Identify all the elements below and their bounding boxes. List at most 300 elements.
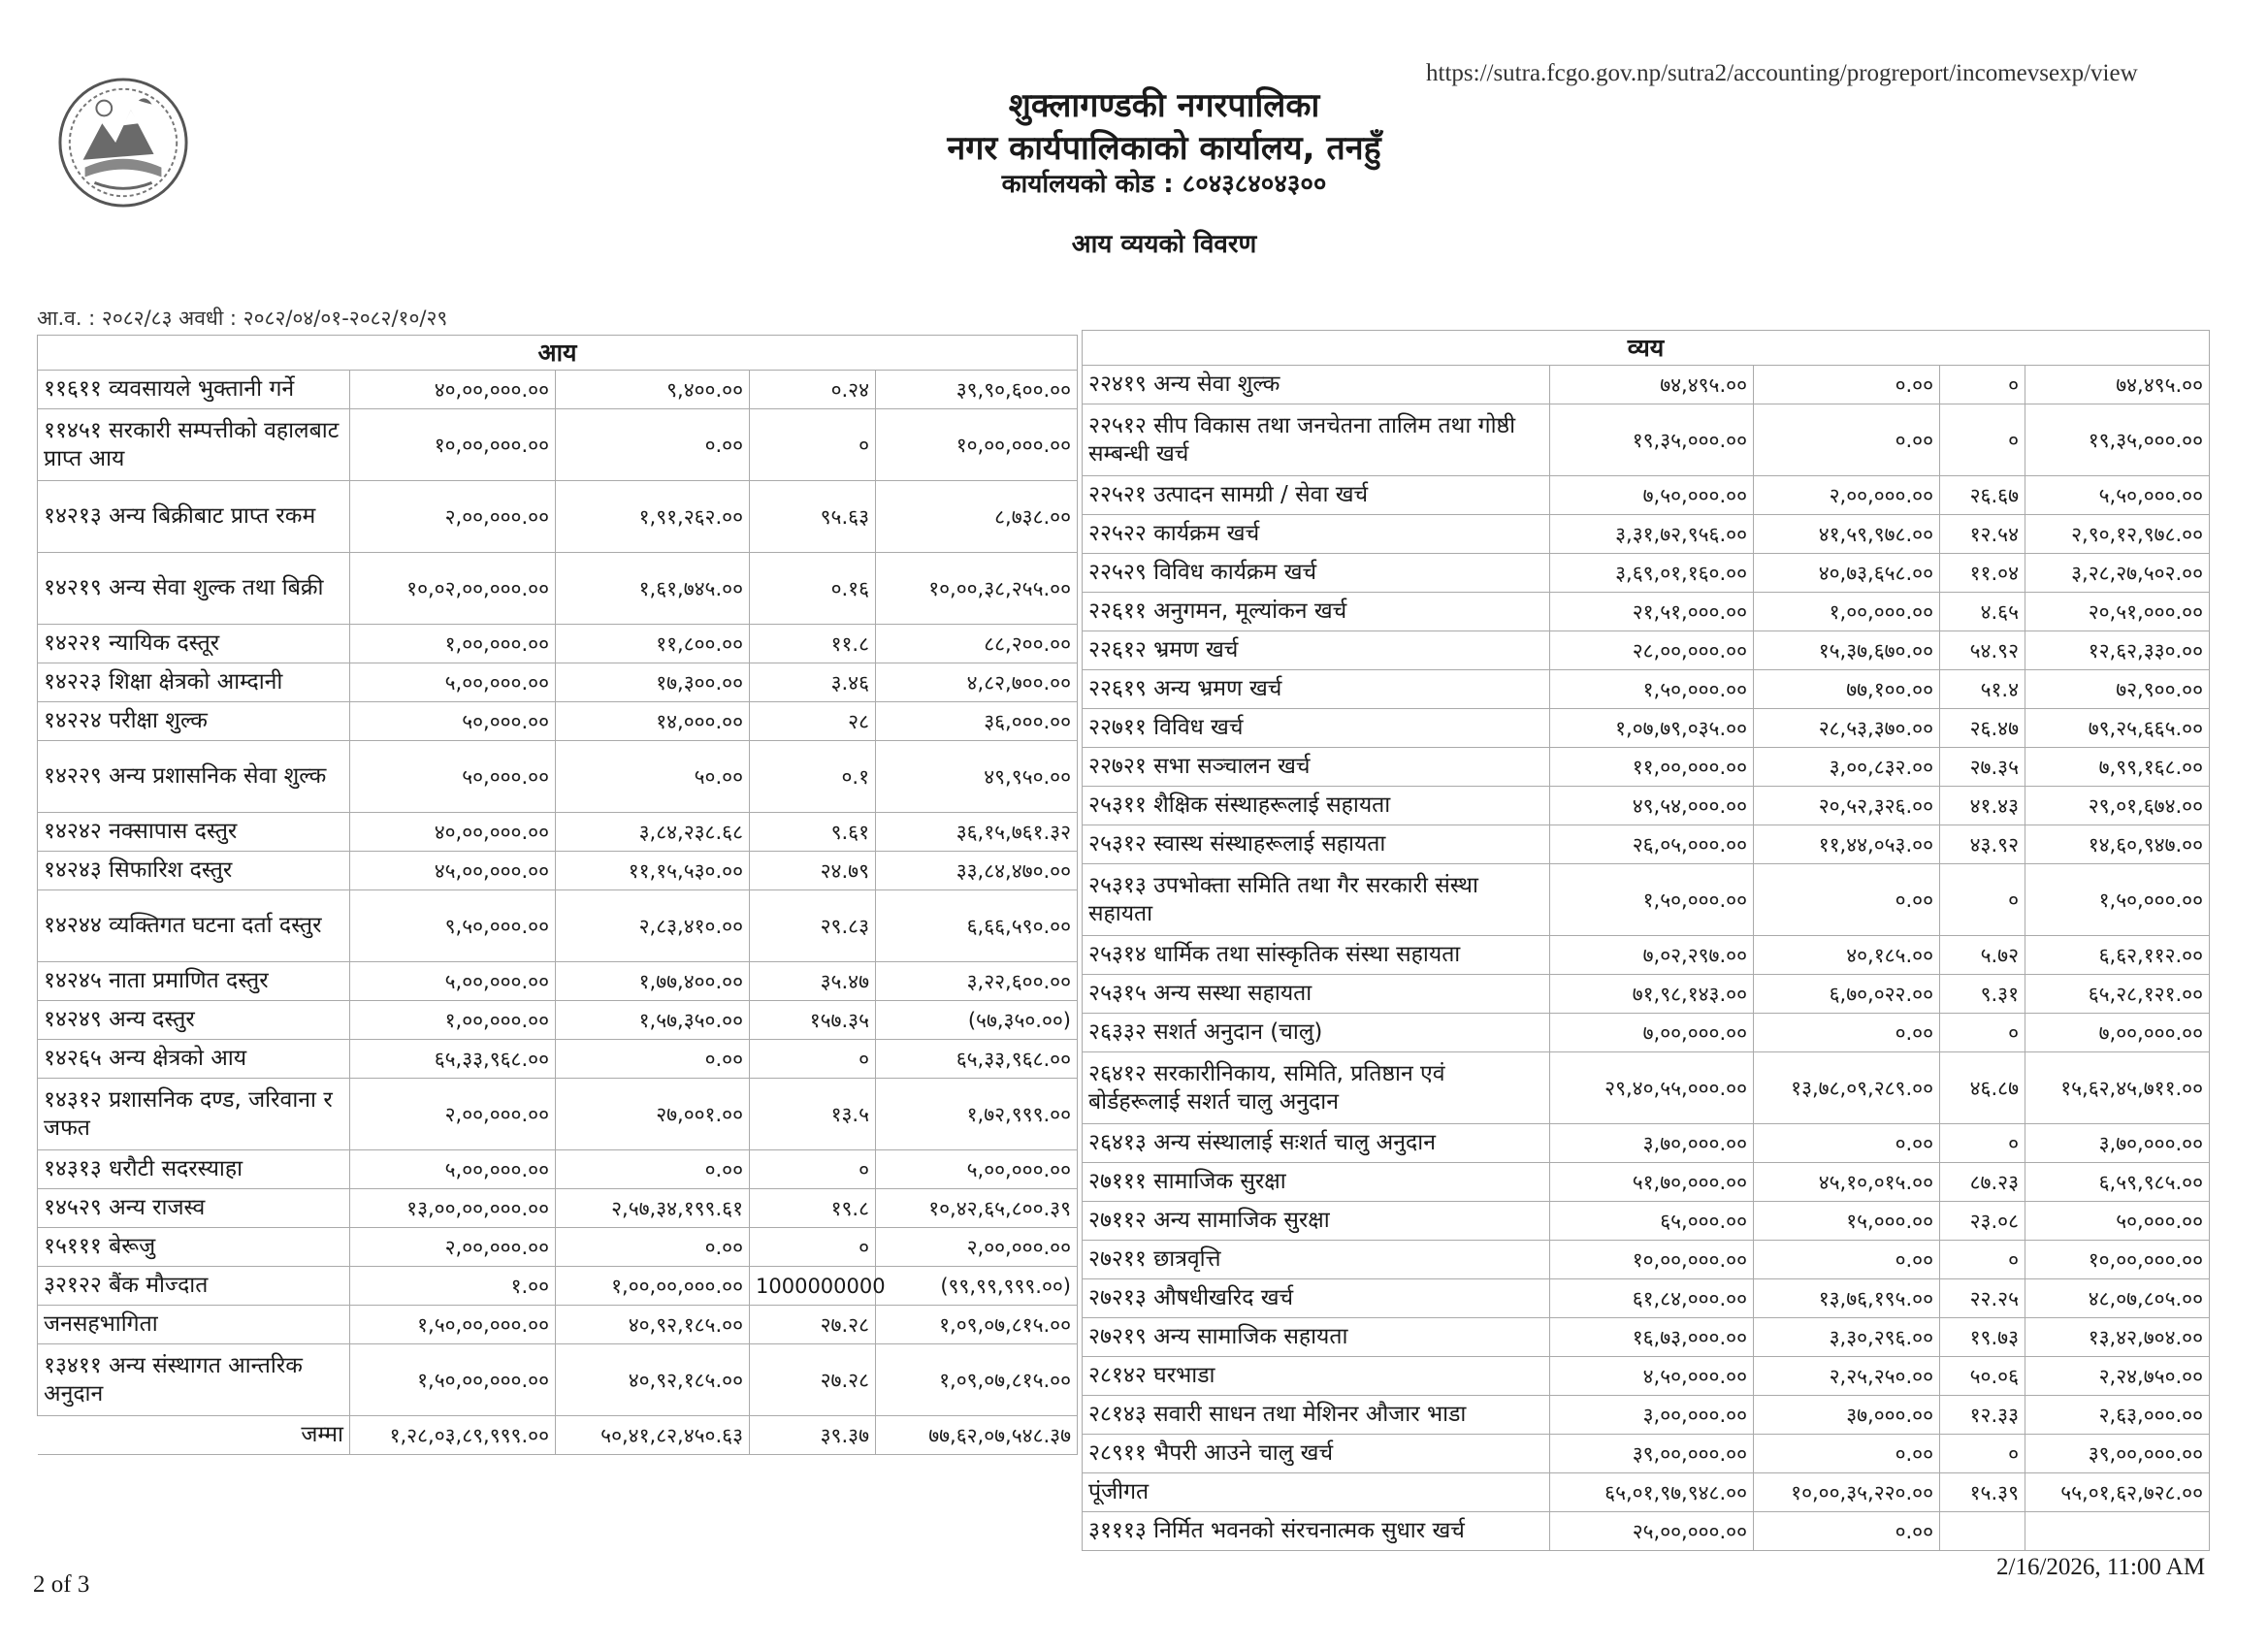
- income-account-name: १४२४२ नक्सापास दस्तुर: [38, 813, 350, 852]
- government-emblem-logo: [56, 76, 190, 210]
- income-account-name: जनसहभागिता: [38, 1306, 350, 1344]
- expense-balance-amount: ६,६२,११२.००: [2025, 936, 2210, 975]
- expense-row: [1083, 975, 2210, 1014]
- income-balance-amount: १,०९,०७,८१५.००: [876, 1344, 1078, 1416]
- expense-row: [1083, 1279, 2210, 1318]
- income-actual-amount: २७,००१.००: [556, 1079, 750, 1150]
- income-balance-amount: (५७,३५०.००): [876, 1001, 1078, 1040]
- income-actual-amount: १,९१,२६२.००: [556, 481, 750, 553]
- expense-balance-amount: ६५,२८,१२१.००: [2025, 975, 2210, 1014]
- expense-account-name: २८१४२ घरभाडा: [1083, 1357, 1550, 1396]
- total-label: जम्मा: [38, 1416, 350, 1455]
- expense-account-name: २२५२१ उत्पादन सामग्री / सेवा खर्च: [1083, 476, 1550, 515]
- expense-account-name: २२५२९ विविध कार्यक्रम खर्च: [1083, 554, 1550, 593]
- expense-budget-amount: ६१,८४,०००.००: [1550, 1279, 1754, 1318]
- expense-balance-amount: २०,५१,०००.००: [2025, 593, 2210, 631]
- expense-budget-amount: ७४,४९५.००: [1550, 366, 1754, 404]
- expense-actual-amount: ६,७०,०२२.००: [1754, 975, 1940, 1014]
- expense-actual-amount: ३,००,८३२.००: [1754, 748, 1940, 787]
- expense-account-name: २२५२२ कार्यक्रम खर्च: [1083, 515, 1550, 554]
- expense-row: [1083, 1512, 2210, 1551]
- income-account-name: १४२६५ अन्य क्षेत्रको आय: [38, 1040, 350, 1079]
- income-percent: ९५.६३: [750, 481, 876, 553]
- expense-actual-amount: ११,४४,०५३.००: [1754, 825, 1940, 864]
- expense-row: [1083, 1052, 2210, 1124]
- expense-budget-amount: ३,३१,७२,९५६.००: [1550, 515, 1754, 554]
- expense-percent: ०: [1940, 366, 2025, 404]
- income-balance-amount: ६५,३३,९६८.००: [876, 1040, 1078, 1079]
- expense-balance-amount: ४८,०७,८०५.००: [2025, 1279, 2210, 1318]
- expense-account-name: २२६१९ अन्य भ्रमण खर्च: [1083, 670, 1550, 709]
- total-balance: ७७,६२,०७,५४८.३७: [876, 1416, 1078, 1455]
- income-balance-amount: ३६,०००.००: [876, 702, 1078, 741]
- income-balance-amount: ४९,९५०.००: [876, 741, 1078, 813]
- expense-row: [1083, 515, 2210, 554]
- expense-row: [1083, 709, 2210, 748]
- expense-budget-amount: ६५,०००.००: [1550, 1202, 1754, 1241]
- income-row: [38, 1001, 1078, 1040]
- income-account-name: ३२१२२ बैंक मौज्दात: [38, 1267, 350, 1306]
- income-row: [38, 1150, 1078, 1189]
- income-percent: १५७.३५: [750, 1001, 876, 1040]
- expense-balance-amount: २९,०१,६७४.००: [2025, 787, 2210, 825]
- income-account-name: १४२१९ अन्य सेवा शुल्क तथा बिक्री: [38, 553, 350, 625]
- expense-account-name: २७२१९ अन्य सामाजिक सहायता: [1083, 1318, 1550, 1357]
- income-balance-amount: ८,७३८.००: [876, 481, 1078, 553]
- income-budget-amount: १.००: [350, 1267, 556, 1306]
- expense-balance-amount: ३९,००,०००.००: [2025, 1435, 2210, 1473]
- income-actual-amount: ११,८००.००: [556, 625, 750, 663]
- income-table: [37, 335, 1078, 1455]
- expense-actual-amount: २,००,०००.००: [1754, 476, 1940, 515]
- expense-row: [1083, 554, 2210, 593]
- expense-account-name: २७११२ अन्य सामाजिक सुरक्षा: [1083, 1202, 1550, 1241]
- expense-row: [1083, 476, 2210, 515]
- expense-balance-amount: ७९,२५,६६५.००: [2025, 709, 2210, 748]
- expense-row: [1083, 1202, 2210, 1241]
- expense-balance-amount: ५५,०१,६२,७२८.००: [2025, 1473, 2210, 1512]
- expense-row: [1083, 366, 2210, 404]
- income-actual-amount: १,००,००,०००.००: [556, 1267, 750, 1306]
- expense-budget-amount: ७१,९८,१४३.००: [1550, 975, 1754, 1014]
- expense-budget-amount: ३,६९,०१,१६०.००: [1550, 554, 1754, 593]
- income-actual-amount: ०.००: [556, 1040, 750, 1079]
- expense-percent: २६.४७: [1940, 709, 2025, 748]
- income-budget-amount: ४०,००,०००.००: [350, 813, 556, 852]
- expense-row: [1083, 1473, 2210, 1512]
- expense-budget-amount: १०,००,०००.००: [1550, 1241, 1754, 1279]
- expense-actual-amount: ४५,१०,०१५.००: [1754, 1163, 1940, 1202]
- income-percent: ३.४६: [750, 663, 876, 702]
- income-balance-amount: २,००,०००.००: [876, 1228, 1078, 1267]
- expense-actual-amount: ०.००: [1754, 864, 1940, 936]
- income-percent: ०.२४: [750, 371, 876, 409]
- expense-actual-amount: १५,०००.००: [1754, 1202, 1940, 1241]
- expense-percent: ४.६५: [1940, 593, 2025, 631]
- expense-actual-amount: ०.००: [1754, 1435, 1940, 1473]
- income-row: [38, 813, 1078, 852]
- expense-account-name: २६३३२ सशर्त अनुदान (चालु): [1083, 1014, 1550, 1052]
- expense-actual-amount: २०,५२,३२६.००: [1754, 787, 1940, 825]
- income-budget-amount: ९,५०,०००.००: [350, 890, 556, 962]
- income-balance-amount: ६,६६,५९०.००: [876, 890, 1078, 962]
- expense-actual-amount: १०,००,३५,२२०.००: [1754, 1473, 1940, 1512]
- expense-budget-amount: १,५०,०००.००: [1550, 670, 1754, 709]
- expense-actual-amount: १३,७६,१९५.००: [1754, 1279, 1940, 1318]
- income-balance-amount: ४,८२,७००.००: [876, 663, 1078, 702]
- income-percent: ०: [750, 1228, 876, 1267]
- expense-row: [1083, 825, 2210, 864]
- income-row: [38, 1344, 1078, 1416]
- expense-actual-amount: ०.००: [1754, 1014, 1940, 1052]
- expense-account-name: २५३१५ अन्य सस्था सहायता: [1083, 975, 1550, 1014]
- income-balance-amount: ३,२२,६००.००: [876, 962, 1078, 1001]
- expense-percent: ०: [1940, 864, 2025, 936]
- expense-balance-amount: [2025, 1512, 2210, 1551]
- income-balance-amount: १०,००,३८,२५५.००: [876, 553, 1078, 625]
- income-actual-amount: २,८३,४१०.००: [556, 890, 750, 962]
- expense-actual-amount: ०.००: [1754, 1241, 1940, 1279]
- income-account-name: १४२४४ व्यक्तिगत घटना दर्ता दस्तुर: [38, 890, 350, 962]
- expense-account-name: २५३१४ धार्मिक तथा सांस्कृतिक संस्था सहायता: [1083, 936, 1550, 975]
- expense-account-name: २५३१२ स्वास्थ संस्थाहरूलाई सहायता: [1083, 825, 1550, 864]
- expense-actual-amount: ०.००: [1754, 1124, 1940, 1163]
- income-budget-amount: ६५,३३,९६८.००: [350, 1040, 556, 1079]
- expense-actual-amount: ४१,५९,९७८.००: [1754, 515, 1940, 554]
- expense-percent: ०: [1940, 1014, 2025, 1052]
- expense-percent: ८७.२३: [1940, 1163, 2025, 1202]
- expense-budget-amount: ७,००,०००.००: [1550, 1014, 1754, 1052]
- expense-balance-amount: ६,५९,९८५.००: [2025, 1163, 2210, 1202]
- income-budget-amount: १,००,०००.००: [350, 625, 556, 663]
- expense-percent: ११.०४: [1940, 554, 2025, 593]
- income-actual-amount: ४०,९२,१८५.००: [556, 1344, 750, 1416]
- income-percent: ०: [750, 409, 876, 481]
- income-total-row: [38, 1416, 1078, 1455]
- income-budget-amount: २,००,०००.००: [350, 481, 556, 553]
- expense-budget-amount: ६५,०१,९७,९४८.००: [1550, 1473, 1754, 1512]
- expense-budget-amount: ३,७०,०००.००: [1550, 1124, 1754, 1163]
- income-actual-amount: १७,३००.००: [556, 663, 750, 702]
- expense-balance-amount: १९,३५,०००.००: [2025, 404, 2210, 476]
- expense-row: [1083, 1014, 2210, 1052]
- expense-actual-amount: ४०,७३,६५८.००: [1754, 554, 1940, 593]
- expense-account-name: २२७२१ सभा सञ्चालन खर्च: [1083, 748, 1550, 787]
- expense-row: [1083, 631, 2210, 670]
- income-budget-amount: १,५०,००,०००.००: [350, 1306, 556, 1344]
- total-percent: ३९.३७: [750, 1416, 876, 1455]
- expense-row: [1083, 1435, 2210, 1473]
- income-balance-amount: १०,००,०००.००: [876, 409, 1078, 481]
- income-heading: आय: [38, 336, 1078, 371]
- total-budget: १,२८,०३,८९,९९९.००: [350, 1416, 556, 1455]
- income-percent: ०: [750, 1150, 876, 1189]
- income-actual-amount: ४०,९२,१८५.००: [556, 1306, 750, 1344]
- income-row: [38, 1040, 1078, 1079]
- expense-budget-amount: २१,५१,०००.००: [1550, 593, 1754, 631]
- income-balance-amount: ३९,९०,६००.००: [876, 371, 1078, 409]
- expense-balance-amount: १४,६०,९४७.००: [2025, 825, 2210, 864]
- income-account-name: १४२४५ नाता प्रमाणित दस्तुर: [38, 962, 350, 1001]
- income-row: [38, 741, 1078, 813]
- expense-balance-amount: २,२४,७५०.००: [2025, 1357, 2210, 1396]
- income-budget-amount: २,००,०००.००: [350, 1079, 556, 1150]
- income-account-name: १४२२३ शिक्षा क्षेत्रको आम्दानी: [38, 663, 350, 702]
- income-row: [38, 663, 1078, 702]
- expense-budget-amount: ७,५०,०००.००: [1550, 476, 1754, 515]
- expense-budget-amount: १,५०,०००.००: [1550, 864, 1754, 936]
- income-actual-amount: ०.००: [556, 1150, 750, 1189]
- expense-balance-amount: ७,००,०००.००: [2025, 1014, 2210, 1052]
- income-budget-amount: १,००,०००.००: [350, 1001, 556, 1040]
- expense-account-name: २२४१९ अन्य सेवा शुल्क: [1083, 366, 1550, 404]
- expense-account-name: २२६११ अनुगमन, मूल्यांकन खर्च: [1083, 593, 1550, 631]
- income-budget-amount: १३,००,००,०००.००: [350, 1189, 556, 1228]
- expense-percent: ५१.४: [1940, 670, 2025, 709]
- income-percent: २८: [750, 702, 876, 741]
- income-budget-amount: ५,००,०००.००: [350, 663, 556, 702]
- expense-balance-amount: ३,७०,०००.००: [2025, 1124, 2210, 1163]
- income-balance-amount: ८८,२००.००: [876, 625, 1078, 663]
- income-balance-amount: १,७२,९९९.००: [876, 1079, 1078, 1150]
- expense-account-name: २६४१२ सरकारीनिकाय, समिति, प्रतिष्ठान एवं बोर्डहरूलाई सशर्त चालु अनुदान: [1083, 1052, 1550, 1124]
- income-percent: ३५.४७: [750, 962, 876, 1001]
- expense-balance-amount: १,५०,०००.००: [2025, 864, 2210, 936]
- expense-budget-amount: २६,०५,०००.००: [1550, 825, 1754, 864]
- expense-percent: ४३.९२: [1940, 825, 2025, 864]
- expense-actual-amount: ०.००: [1754, 1512, 1940, 1551]
- expense-row: [1083, 787, 2210, 825]
- expense-account-name: २२७११ विविध खर्च: [1083, 709, 1550, 748]
- expense-balance-amount: ७४,४९५.००: [2025, 366, 2210, 404]
- income-budget-amount: ४५,००,०००.००: [350, 852, 556, 890]
- expense-budget-amount: २९,४०,५५,०००.००: [1550, 1052, 1754, 1124]
- expense-row: [1083, 404, 2210, 476]
- income-budget-amount: ५०,०००.००: [350, 702, 556, 741]
- income-row: [38, 1306, 1078, 1344]
- expense-percent: १५.३९: [1940, 1473, 2025, 1512]
- expense-budget-amount: २५,००,०००.००: [1550, 1512, 1754, 1551]
- expense-account-name: २६४१३ अन्य संस्थालाई सःशर्त चालु अनुदान: [1083, 1124, 1550, 1163]
- income-account-name: १४२४३ सिफारिश दस्तुर: [38, 852, 350, 890]
- income-row: [38, 553, 1078, 625]
- expense-percent: ९.३१: [1940, 975, 2025, 1014]
- income-row: [38, 962, 1078, 1001]
- expense-percent: ०: [1940, 1124, 2025, 1163]
- income-budget-amount: ५०,०००.००: [350, 741, 556, 813]
- expense-row: [1083, 1357, 2210, 1396]
- expense-percent: ०: [1940, 1241, 2025, 1279]
- expense-percent: २६.६७: [1940, 476, 2025, 515]
- income-actual-amount: १,७७,४००.००: [556, 962, 750, 1001]
- expense-budget-amount: ३९,००,०००.००: [1550, 1435, 1754, 1473]
- income-row: [38, 481, 1078, 553]
- income-balance-amount: ३६,१५,७६१.३२: [876, 813, 1078, 852]
- income-actual-amount: १,५७,३५०.००: [556, 1001, 750, 1040]
- expense-balance-amount: ३,२८,२७,५०२.००: [2025, 554, 2210, 593]
- expense-account-name: २७२११ छात्रवृत्ति: [1083, 1241, 1550, 1279]
- expense-row: [1083, 1124, 2210, 1163]
- income-row: [38, 702, 1078, 741]
- income-actual-amount: ०.००: [556, 409, 750, 481]
- income-balance-amount: १०,४२,६५,८००.३९: [876, 1189, 1078, 1228]
- income-actual-amount: ११,१५,५३०.००: [556, 852, 750, 890]
- expense-actual-amount: १३,७८,०९,२८९.००: [1754, 1052, 1940, 1124]
- income-account-name: १४२२९ अन्य प्रशासनिक सेवा शुल्क: [38, 741, 350, 813]
- expense-budget-amount: २८,००,०००.००: [1550, 631, 1754, 670]
- expense-balance-amount: १५,६२,४५,७११.००: [2025, 1052, 2210, 1124]
- expense-balance-amount: २,९०,१२,९७८.००: [2025, 515, 2210, 554]
- income-actual-amount: ३,८४,२३८.६८: [556, 813, 750, 852]
- expense-account-name: २५३१३ उपभोक्ता समिति तथा गैर सरकारी संस्था सहायता: [1083, 864, 1550, 936]
- income-account-name: १४३१३ धरौटी सदरस्याहा: [38, 1150, 350, 1189]
- expense-account-name: २८९११ भैपरी आउने चालु खर्च: [1083, 1435, 1550, 1473]
- income-account-name: ११४५१ सरकारी सम्पत्तीको वहालबाट प्राप्त आय: [38, 409, 350, 481]
- expense-percent: ५०.०६: [1940, 1357, 2025, 1396]
- expense-account-name: ३१११३ निर्मित भवनको संरचनात्मक सुधार खर्च: [1083, 1512, 1550, 1551]
- income-actual-amount: ०.००: [556, 1228, 750, 1267]
- income-account-name: १४२४९ अन्य दस्तुर: [38, 1001, 350, 1040]
- expense-budget-amount: १६,७३,०००.००: [1550, 1318, 1754, 1357]
- expense-actual-amount: ०.००: [1754, 366, 1940, 404]
- income-budget-amount: ५,००,०००.००: [350, 962, 556, 1001]
- expense-budget-amount: १९,३५,०००.००: [1550, 404, 1754, 476]
- income-row: [38, 409, 1078, 481]
- income-row: [38, 1079, 1078, 1150]
- income-row: [38, 1267, 1078, 1306]
- expense-budget-amount: ३,००,०००.००: [1550, 1396, 1754, 1435]
- expense-percent: १९.७३: [1940, 1318, 2025, 1357]
- income-row: [38, 625, 1078, 663]
- income-account-name: १४२१३ अन्य बिक्रीबाट प्राप्त रकम: [38, 481, 350, 553]
- fiscal-year-period: आ.व. : २०८२/८३ अवधी : २०८२/०४/०१-२०८२/१०/२९: [37, 307, 448, 330]
- expense-table: [1082, 330, 2210, 1551]
- income-percent: ०.१: [750, 741, 876, 813]
- income-row: [38, 852, 1078, 890]
- expense-balance-amount: ७२,९००.००: [2025, 670, 2210, 709]
- expense-row: [1083, 593, 2210, 631]
- expense-account-name: २२५१२ सीप विकास तथा जनचेतना तालिम तथा गोष्ठी सम्बन्धी खर्च: [1083, 404, 1550, 476]
- expense-row: [1083, 864, 2210, 936]
- expense-balance-amount: ७,९९,१६८.००: [2025, 748, 2210, 787]
- income-percent: ०.१६: [750, 553, 876, 625]
- expense-account-name: २८१४३ सवारी साधन तथा मेशिनर औजार भाडा: [1083, 1396, 1550, 1435]
- expense-account-name: पूंजीगत: [1083, 1473, 1550, 1512]
- expense-actual-amount: २,२५,२५०.००: [1754, 1357, 1940, 1396]
- expense-balance-amount: १०,००,०००.००: [2025, 1241, 2210, 1279]
- income-percent: ११.८: [750, 625, 876, 663]
- income-balance-amount: १,०९,०७,८१५.००: [876, 1306, 1078, 1344]
- expense-account-name: २७२१३ औषधीखरिद खर्च: [1083, 1279, 1550, 1318]
- income-percent: २७.२८: [750, 1344, 876, 1416]
- expense-balance-amount: २,६३,०००.००: [2025, 1396, 2210, 1435]
- expense-balance-amount: ५,५०,०००.००: [2025, 476, 2210, 515]
- expense-percent: १२.५४: [1940, 515, 2025, 554]
- expense-account-name: २२६१२ भ्रमण खर्च: [1083, 631, 1550, 670]
- income-row: [38, 371, 1078, 409]
- income-balance-amount: (९९,९९,९९९.००): [876, 1267, 1078, 1306]
- expense-account-name: २७१११ सामाजिक सुरक्षा: [1083, 1163, 1550, 1202]
- expense-percent: ४६.८७: [1940, 1052, 2025, 1124]
- income-percent: २७.२८: [750, 1306, 876, 1344]
- income-budget-amount: ५,००,०००.००: [350, 1150, 556, 1189]
- expense-row: [1083, 748, 2210, 787]
- income-row: [38, 1228, 1078, 1267]
- income-account-name: १४२२१ न्यायिक दस्तूर: [38, 625, 350, 663]
- expense-percent: ५४.९२: [1940, 631, 2025, 670]
- income-percent: २९.८३: [750, 890, 876, 962]
- office-name: नगर कार्यपालिकाको कार्यालय, तनहुँ: [947, 129, 1381, 168]
- expense-budget-amount: ११,००,०००.००: [1550, 748, 1754, 787]
- expense-row: [1083, 1241, 2210, 1279]
- expense-budget-amount: ७,०२,२९७.००: [1550, 936, 1754, 975]
- expense-actual-amount: ०.००: [1754, 404, 1940, 476]
- expense-row: [1083, 936, 2210, 975]
- income-budget-amount: ४०,००,०००.००: [350, 371, 556, 409]
- page-url: https://sutra.fcgo.gov.np/sutra2/accounting/progreport/incomevsexp/view: [1426, 60, 2138, 86]
- expense-percent: ०: [1940, 404, 2025, 476]
- expense-row: [1083, 1163, 2210, 1202]
- expense-row: [1083, 1396, 2210, 1435]
- expense-actual-amount: २८,५३,३७०.००: [1754, 709, 1940, 748]
- income-account-name: १४५२९ अन्य राजस्व: [38, 1189, 350, 1228]
- expense-balance-amount: ५०,०००.००: [2025, 1202, 2210, 1241]
- expense-account-name: २५३११ शैक्षिक संस्थाहरूलाई सहायता: [1083, 787, 1550, 825]
- expense-budget-amount: ४,५०,०००.००: [1550, 1357, 1754, 1396]
- income-budget-amount: १०,०२,००,०००.००: [350, 553, 556, 625]
- expense-actual-amount: ४०,१८५.००: [1754, 936, 1940, 975]
- expense-budget-amount: ५१,७०,०००.००: [1550, 1163, 1754, 1202]
- expense-percent: ५.७२: [1940, 936, 2025, 975]
- expense-percent: १२.३३: [1940, 1396, 2025, 1435]
- municipality-name: शुक्लागण्डकी नगरपालिका: [1008, 86, 1320, 125]
- report-title: आय व्ययको विवरण: [1071, 230, 1257, 259]
- expense-percent: २३.०८: [1940, 1202, 2025, 1241]
- income-percent: 1000000000: [750, 1267, 876, 1306]
- income-percent: ९.६१: [750, 813, 876, 852]
- income-actual-amount: ९,४००.००: [556, 371, 750, 409]
- income-account-name: १३४११ अन्य संस्थागत आन्तरिक अनुदान: [38, 1344, 350, 1416]
- expense-row: [1083, 670, 2210, 709]
- expense-budget-amount: १,०७,७९,०३५.००: [1550, 709, 1754, 748]
- expense-balance-amount: १२,६२,३३०.००: [2025, 631, 2210, 670]
- income-account-name: १४३१२ प्रशासनिक दण्ड, जरिवाना र जफत: [38, 1079, 350, 1150]
- income-balance-amount: ३३,८४,४७०.००: [876, 852, 1078, 890]
- income-row: [38, 890, 1078, 962]
- expense-row: [1083, 1318, 2210, 1357]
- expense-actual-amount: १५,३७,६७०.००: [1754, 631, 1940, 670]
- expense-balance-amount: १३,४२,७०४.००: [2025, 1318, 2210, 1357]
- income-balance-amount: ५,००,०००.००: [876, 1150, 1078, 1189]
- expense-percent: ४१.४३: [1940, 787, 2025, 825]
- income-budget-amount: १०,००,०००.००: [350, 409, 556, 481]
- income-budget-amount: १,५०,००,०००.००: [350, 1344, 556, 1416]
- income-percent: १३.५: [750, 1079, 876, 1150]
- expense-actual-amount: ३,३०,२९६.००: [1754, 1318, 1940, 1357]
- print-datetime: 2/16/2026, 11:00 AM: [1996, 1554, 2206, 1580]
- income-percent: १९.८: [750, 1189, 876, 1228]
- expense-percent: ०: [1940, 1435, 2025, 1473]
- income-actual-amount: १४,०००.००: [556, 702, 750, 741]
- expense-heading: व्यय: [1083, 331, 2210, 366]
- income-account-name: ११६११ व्यवसायले भुक्तानी गर्ने: [38, 371, 350, 409]
- income-account-name: १५१११ बेरूजु: [38, 1228, 350, 1267]
- income-percent: २४.७९: [750, 852, 876, 890]
- income-percent: ०: [750, 1040, 876, 1079]
- total-actual: ५०,४१,८२,४५०.६३: [556, 1416, 750, 1455]
- expense-actual-amount: ७७,१००.००: [1754, 670, 1940, 709]
- income-row: [38, 1189, 1078, 1228]
